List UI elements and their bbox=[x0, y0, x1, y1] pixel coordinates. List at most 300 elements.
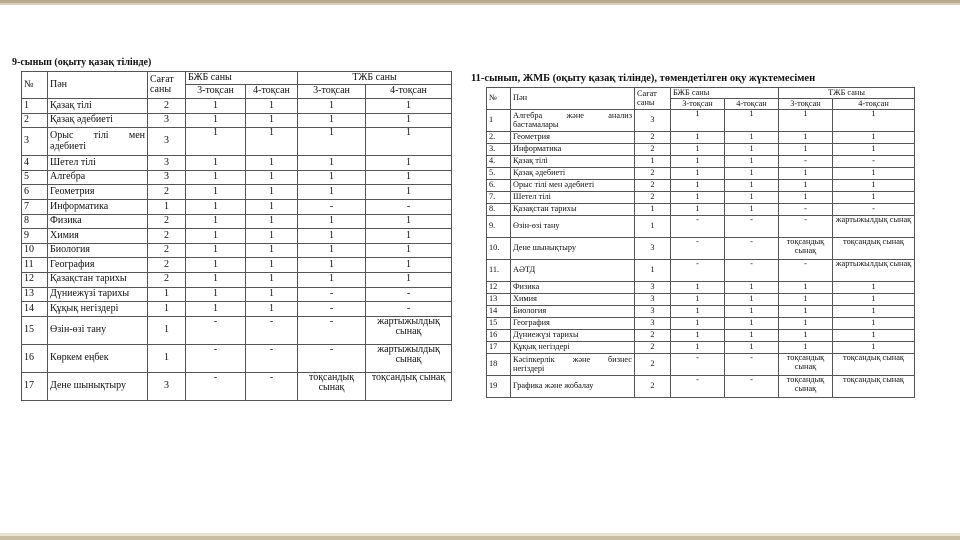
row-tjb-q3: тоқсандық сынақ bbox=[779, 376, 833, 398]
row-hours: 2 bbox=[635, 376, 671, 398]
header-q3: 3-тоқсан bbox=[671, 99, 725, 110]
row-num: 18 bbox=[487, 354, 511, 376]
row-hours: 1 bbox=[148, 287, 186, 302]
row-subject: Информатика bbox=[511, 144, 635, 156]
row-hours: 1 bbox=[635, 216, 671, 238]
row-bjb-q3: 1 bbox=[671, 168, 725, 180]
table-row bbox=[487, 132, 915, 144]
row-bjb-q4: 1 bbox=[725, 132, 779, 144]
table-row bbox=[22, 199, 452, 214]
row-tjb-q4: 1 bbox=[833, 168, 915, 180]
row-subject: Қазақстан тарихы bbox=[48, 272, 148, 287]
row-tjb-q3: - bbox=[779, 156, 833, 168]
row-subject: Информатика bbox=[48, 199, 148, 214]
header-q4b: 4-тоқсан bbox=[833, 99, 915, 110]
row-hours: 1 bbox=[635, 156, 671, 168]
row-tjb-q3: 1 bbox=[779, 144, 833, 156]
row-num: 5 bbox=[22, 170, 48, 185]
row-tjb-q3: - bbox=[779, 260, 833, 282]
row-hours: 2 bbox=[635, 180, 671, 192]
row-subject: Алгебра bbox=[48, 170, 148, 185]
row-tjb-q4: 1 bbox=[366, 156, 452, 171]
row-bjb-q4: 1 bbox=[246, 113, 298, 128]
table-row bbox=[22, 185, 452, 200]
row-tjb-q4: 1 bbox=[833, 132, 915, 144]
row-num: 15 bbox=[22, 316, 48, 344]
row-bjb-q3: 1 bbox=[671, 192, 725, 204]
row-bjb-q3: 1 bbox=[186, 199, 246, 214]
row-bjb-q3: - bbox=[671, 238, 725, 260]
table-row bbox=[22, 128, 452, 156]
row-num: 15 bbox=[487, 318, 511, 330]
row-tjb-q3: - bbox=[298, 302, 366, 317]
row-num: 12 bbox=[487, 282, 511, 294]
table-row bbox=[22, 316, 452, 344]
header-hours: Сағат саны bbox=[148, 72, 186, 99]
header-hours: Сағат саны bbox=[635, 88, 671, 110]
row-bjb-q4: 1 bbox=[725, 192, 779, 204]
row-subject: Биология bbox=[48, 243, 148, 258]
row-tjb-q3: - bbox=[298, 316, 366, 344]
row-tjb-q3: - bbox=[298, 199, 366, 214]
row-tjb-q4: - bbox=[833, 204, 915, 216]
row-bjb-q3: 1 bbox=[186, 258, 246, 273]
row-bjb-q4: 1 bbox=[246, 99, 298, 114]
row-hours: 2 bbox=[148, 99, 186, 114]
row-tjb-q3: 1 bbox=[298, 243, 366, 258]
row-subject: Орыс тілі мен әдебиеті bbox=[48, 128, 148, 156]
row-tjb-q3: 1 bbox=[298, 185, 366, 200]
row-bjb-q4: 1 bbox=[725, 294, 779, 306]
row-tjb-q3: 1 bbox=[779, 192, 833, 204]
row-tjb-q4: жартыжылдық сынақ bbox=[833, 260, 915, 282]
row-num: 9 bbox=[22, 229, 48, 244]
row-bjb-q3: 1 bbox=[186, 185, 246, 200]
row-tjb-q3: тоқсандық сынақ bbox=[779, 238, 833, 260]
row-subject: Геометрия bbox=[48, 185, 148, 200]
row-tjb-q4: 1 bbox=[366, 272, 452, 287]
row-subject: Дене шынықтыру bbox=[511, 238, 635, 260]
right-table-title: 11-сынып, ЖМБ (оқыту қазақ тілінде), төмендетілген оқу жүктемесімен bbox=[471, 73, 816, 84]
row-hours: 2 bbox=[635, 144, 671, 156]
row-hours: 2 bbox=[148, 229, 186, 244]
row-subject: Дене шынықтыру bbox=[48, 372, 148, 400]
row-bjb-q3: 1 bbox=[671, 306, 725, 318]
row-num: 3 bbox=[22, 128, 48, 156]
row-num: 7. bbox=[487, 192, 511, 204]
row-tjb-q4: 1 bbox=[366, 243, 452, 258]
header-num: № bbox=[22, 72, 48, 99]
row-tjb-q4: 1 bbox=[833, 294, 915, 306]
row-bjb-q4: - bbox=[246, 344, 298, 372]
row-subject: Физика bbox=[511, 282, 635, 294]
row-tjb-q3: тоқсандық сынақ bbox=[298, 372, 366, 400]
row-tjb-q3: 1 bbox=[298, 128, 366, 156]
row-tjb-q4: тоқсандық сынақ bbox=[833, 376, 915, 398]
row-subject: География bbox=[48, 258, 148, 273]
row-bjb-q3: 1 bbox=[671, 144, 725, 156]
table-row bbox=[22, 170, 452, 185]
row-num: 16 bbox=[22, 344, 48, 372]
row-bjb-q4: 1 bbox=[246, 229, 298, 244]
row-tjb-q4: 1 bbox=[366, 113, 452, 128]
row-num: 19 bbox=[487, 376, 511, 398]
table-row bbox=[487, 260, 915, 282]
row-tjb-q4: 1 bbox=[833, 144, 915, 156]
row-subject: Кәсіпкерлік және бизнес негіздері bbox=[511, 354, 635, 376]
row-bjb-q3: 1 bbox=[671, 330, 725, 342]
row-tjb-q4: - bbox=[366, 302, 452, 317]
row-tjb-q3: - bbox=[779, 216, 833, 238]
row-subject: Өзін-өзі тану bbox=[48, 316, 148, 344]
header-bjb: БЖБ саны bbox=[186, 72, 298, 85]
row-bjb-q4: 1 bbox=[725, 318, 779, 330]
row-hours: 1 bbox=[148, 199, 186, 214]
row-num: 16 bbox=[487, 330, 511, 342]
row-bjb-q3: 1 bbox=[186, 302, 246, 317]
row-bjb-q3: - bbox=[671, 376, 725, 398]
row-hours: 3 bbox=[148, 113, 186, 128]
row-tjb-q3: 1 bbox=[298, 113, 366, 128]
row-tjb-q3: 1 bbox=[779, 318, 833, 330]
row-bjb-q4: 1 bbox=[725, 110, 779, 132]
row-bjb-q4: - bbox=[725, 238, 779, 260]
table-row bbox=[22, 229, 452, 244]
row-bjb-q3: 1 bbox=[186, 272, 246, 287]
row-subject: Қазақ әдебиеті bbox=[48, 113, 148, 128]
table-row bbox=[22, 243, 452, 258]
row-subject: Химия bbox=[511, 294, 635, 306]
row-tjb-q3: 1 bbox=[298, 258, 366, 273]
row-num: 5. bbox=[487, 168, 511, 180]
row-bjb-q3: 1 bbox=[671, 318, 725, 330]
header-tjb: ТЖБ саны bbox=[779, 88, 915, 99]
row-hours: 2 bbox=[635, 354, 671, 376]
row-tjb-q3: 1 bbox=[779, 180, 833, 192]
row-hours: 3 bbox=[635, 110, 671, 132]
row-tjb-q4: 1 bbox=[833, 110, 915, 132]
row-bjb-q3: 1 bbox=[186, 214, 246, 229]
row-tjb-q3: 1 bbox=[779, 132, 833, 144]
row-hours: 2 bbox=[635, 132, 671, 144]
row-num: 9. bbox=[487, 216, 511, 238]
row-bjb-q4: 1 bbox=[725, 342, 779, 354]
row-num: 13 bbox=[487, 294, 511, 306]
row-bjb-q3: 1 bbox=[671, 294, 725, 306]
header-q3b: 3-тоқсан bbox=[298, 85, 366, 99]
row-subject: Қазақстан тарихы bbox=[511, 204, 635, 216]
row-bjb-q4: 1 bbox=[246, 214, 298, 229]
row-hours: 1 bbox=[635, 204, 671, 216]
row-tjb-q3: - bbox=[298, 287, 366, 302]
row-tjb-q4: 1 bbox=[833, 342, 915, 354]
row-bjb-q4: 1 bbox=[246, 258, 298, 273]
row-bjb-q4: - bbox=[725, 260, 779, 282]
row-subject: Қазақ тілі bbox=[48, 99, 148, 114]
table-row bbox=[22, 287, 452, 302]
header-q4: 4-тоқсан bbox=[246, 85, 298, 99]
row-bjb-q3: 1 bbox=[671, 342, 725, 354]
row-num: 2. bbox=[487, 132, 511, 144]
row-bjb-q3: 1 bbox=[671, 282, 725, 294]
row-bjb-q3: 1 bbox=[671, 132, 725, 144]
row-bjb-q3: 1 bbox=[186, 287, 246, 302]
row-bjb-q4: - bbox=[246, 316, 298, 344]
row-subject: Көркем еңбек bbox=[48, 344, 148, 372]
row-bjb-q4: 1 bbox=[246, 243, 298, 258]
row-tjb-q4: 1 bbox=[833, 180, 915, 192]
row-bjb-q3: 1 bbox=[186, 243, 246, 258]
row-bjb-q4: - bbox=[725, 216, 779, 238]
row-subject: Орыс тілі мен әдебиеті bbox=[511, 180, 635, 192]
row-num: 4 bbox=[22, 156, 48, 171]
row-num: 8. bbox=[487, 204, 511, 216]
row-tjb-q4: тоқсандық сынақ bbox=[833, 354, 915, 376]
table-row bbox=[487, 110, 915, 132]
row-bjb-q3: 1 bbox=[186, 170, 246, 185]
row-tjb-q4: 1 bbox=[833, 192, 915, 204]
row-subject: Алгебра және анализ бастамалары bbox=[511, 110, 635, 132]
grade9-table bbox=[21, 71, 452, 401]
row-hours: 2 bbox=[148, 272, 186, 287]
row-hours: 2 bbox=[148, 185, 186, 200]
row-num: 7 bbox=[22, 199, 48, 214]
row-tjb-q3: 1 bbox=[779, 342, 833, 354]
row-hours: 2 bbox=[635, 342, 671, 354]
table-row bbox=[487, 216, 915, 238]
row-tjb-q4: тоқсандық сынақ bbox=[833, 238, 915, 260]
table-row bbox=[487, 144, 915, 156]
row-num: 6. bbox=[487, 180, 511, 192]
row-tjb-q4: - bbox=[366, 199, 452, 214]
table-row bbox=[22, 272, 452, 287]
row-tjb-q3: 1 bbox=[779, 168, 833, 180]
table-row bbox=[487, 168, 915, 180]
row-num: 11 bbox=[22, 258, 48, 273]
row-hours: 1 bbox=[148, 316, 186, 344]
row-tjb-q4: 1 bbox=[366, 214, 452, 229]
row-num: 17 bbox=[22, 372, 48, 400]
row-bjb-q4: 1 bbox=[725, 144, 779, 156]
row-subject: Өзін-өзі тану bbox=[511, 216, 635, 238]
row-bjb-q4: 1 bbox=[725, 168, 779, 180]
row-bjb-q3: 1 bbox=[186, 156, 246, 171]
row-tjb-q4: тоқсандық сынақ bbox=[366, 372, 452, 400]
row-subject: Шетел тілі bbox=[48, 156, 148, 171]
row-bjb-q3: 1 bbox=[671, 110, 725, 132]
row-bjb-q3: 1 bbox=[186, 229, 246, 244]
row-bjb-q4: 1 bbox=[725, 204, 779, 216]
row-bjb-q3: 1 bbox=[671, 156, 725, 168]
table-row bbox=[487, 192, 915, 204]
table-row bbox=[487, 376, 915, 398]
row-subject: Дүниежүзі тарихы bbox=[511, 330, 635, 342]
row-num: 10. bbox=[487, 238, 511, 260]
row-subject: Қазақ тілі bbox=[511, 156, 635, 168]
row-tjb-q3: 1 bbox=[298, 99, 366, 114]
row-num: 1 bbox=[487, 110, 511, 132]
row-subject: Дүниежүзі тарихы bbox=[48, 287, 148, 302]
table-row bbox=[487, 318, 915, 330]
row-bjb-q4: 1 bbox=[246, 199, 298, 214]
row-bjb-q4: 1 bbox=[246, 128, 298, 156]
row-num: 6 bbox=[22, 185, 48, 200]
row-subject: Физика bbox=[48, 214, 148, 229]
row-hours: 1 bbox=[148, 302, 186, 317]
row-hours: 3 bbox=[635, 238, 671, 260]
row-hours: 1 bbox=[148, 344, 186, 372]
row-bjb-q4: 1 bbox=[246, 272, 298, 287]
row-hours: 3 bbox=[635, 318, 671, 330]
row-num: 14 bbox=[22, 302, 48, 317]
row-hours: 2 bbox=[148, 214, 186, 229]
row-bjb-q3: - bbox=[186, 344, 246, 372]
row-bjb-q3: - bbox=[186, 316, 246, 344]
row-bjb-q3: - bbox=[671, 354, 725, 376]
row-hours: 2 bbox=[635, 168, 671, 180]
row-bjb-q4: 1 bbox=[725, 330, 779, 342]
bottom-decor-stripe bbox=[0, 528, 960, 540]
row-tjb-q3: 1 bbox=[298, 170, 366, 185]
row-num: 4. bbox=[487, 156, 511, 168]
row-subject: География bbox=[511, 318, 635, 330]
row-tjb-q4: 1 bbox=[833, 318, 915, 330]
row-bjb-q4: 1 bbox=[725, 180, 779, 192]
grade11-table bbox=[486, 87, 915, 398]
row-tjb-q3: 1 bbox=[779, 282, 833, 294]
header-num: № bbox=[487, 88, 511, 110]
row-tjb-q3: 1 bbox=[779, 110, 833, 132]
row-bjb-q4: 1 bbox=[246, 170, 298, 185]
row-hours: 3 bbox=[635, 306, 671, 318]
row-bjb-q4: - bbox=[246, 372, 298, 400]
row-bjb-q4: 1 bbox=[246, 156, 298, 171]
row-subject: Құқық негіздері bbox=[511, 342, 635, 354]
row-tjb-q4: 1 bbox=[833, 306, 915, 318]
row-tjb-q4: 1 bbox=[366, 258, 452, 273]
row-tjb-q4: 1 bbox=[366, 229, 452, 244]
row-subject: АӘТД bbox=[511, 260, 635, 282]
row-num: 8 bbox=[22, 214, 48, 229]
row-bjb-q3: - bbox=[671, 216, 725, 238]
row-bjb-q4: 1 bbox=[246, 302, 298, 317]
table-row bbox=[22, 258, 452, 273]
row-bjb-q3: 1 bbox=[186, 113, 246, 128]
row-tjb-q3: 1 bbox=[779, 294, 833, 306]
header-subject: Пән bbox=[48, 72, 148, 99]
left-table-title: 9-сынып (оқыту қазақ тілінде) bbox=[12, 57, 152, 68]
row-bjb-q4: 1 bbox=[725, 282, 779, 294]
row-num: 11. bbox=[487, 260, 511, 282]
row-bjb-q3: 1 bbox=[671, 180, 725, 192]
row-tjb-q3: - bbox=[298, 344, 366, 372]
row-tjb-q4: 1 bbox=[366, 170, 452, 185]
header-q3b: 3-тоқсан bbox=[779, 99, 833, 110]
row-tjb-q4: 1 bbox=[833, 282, 915, 294]
row-bjb-q4: 1 bbox=[246, 287, 298, 302]
row-tjb-q4: жартыжылдық сынақ bbox=[366, 344, 452, 372]
top-decor-stripe bbox=[0, 0, 960, 10]
row-bjb-q4: 1 bbox=[725, 306, 779, 318]
table-row bbox=[487, 294, 915, 306]
table-row bbox=[22, 214, 452, 229]
row-hours: 2 bbox=[635, 192, 671, 204]
row-hours: 3 bbox=[148, 372, 186, 400]
row-tjb-q3: - bbox=[779, 204, 833, 216]
table-row bbox=[487, 238, 915, 260]
row-tjb-q4: - bbox=[366, 287, 452, 302]
table-row bbox=[487, 306, 915, 318]
row-num: 2 bbox=[22, 113, 48, 128]
table-row bbox=[487, 354, 915, 376]
row-bjb-q3: - bbox=[186, 372, 246, 400]
row-subject: Шетел тілі bbox=[511, 192, 635, 204]
table-row bbox=[22, 372, 452, 400]
header-q4b: 4-тоқсан bbox=[366, 85, 452, 99]
header-bjb: БЖБ саны bbox=[671, 88, 779, 99]
table-row bbox=[22, 302, 452, 317]
table-row bbox=[487, 342, 915, 354]
table-row bbox=[22, 156, 452, 171]
row-hours: 3 bbox=[148, 156, 186, 171]
row-num: 3. bbox=[487, 144, 511, 156]
table-row bbox=[487, 204, 915, 216]
row-subject: Геометрия bbox=[511, 132, 635, 144]
row-tjb-q3: 1 bbox=[298, 272, 366, 287]
row-hours: 2 bbox=[635, 330, 671, 342]
row-tjb-q3: 1 bbox=[779, 330, 833, 342]
row-bjb-q4: 1 bbox=[246, 185, 298, 200]
row-subject: Құқық негіздері bbox=[48, 302, 148, 317]
row-subject: Қазақ әдебиеті bbox=[511, 168, 635, 180]
row-subject: Биология bbox=[511, 306, 635, 318]
header-tjb: ТЖБ саны bbox=[298, 72, 452, 85]
row-tjb-q4: - bbox=[833, 156, 915, 168]
table-row bbox=[487, 180, 915, 192]
row-tjb-q4: 1 bbox=[833, 330, 915, 342]
row-bjb-q4: - bbox=[725, 354, 779, 376]
row-num: 17 bbox=[487, 342, 511, 354]
row-tjb-q3: 1 bbox=[298, 229, 366, 244]
header-q3: 3-тоқсан bbox=[186, 85, 246, 99]
row-bjb-q3: 1 bbox=[671, 204, 725, 216]
table-row bbox=[22, 99, 452, 114]
table-row bbox=[22, 344, 452, 372]
row-hours: 3 bbox=[148, 170, 186, 185]
row-hours: 2 bbox=[148, 243, 186, 258]
row-bjb-q4: - bbox=[725, 376, 779, 398]
row-tjb-q3: 1 bbox=[298, 214, 366, 229]
row-hours: 3 bbox=[148, 128, 186, 156]
row-num: 10 bbox=[22, 243, 48, 258]
row-bjb-q3: - bbox=[671, 260, 725, 282]
header-q4: 4-тоқсан bbox=[725, 99, 779, 110]
table-row bbox=[487, 156, 915, 168]
row-tjb-q4: жартыжылдық сынақ bbox=[833, 216, 915, 238]
row-bjb-q3: 1 bbox=[186, 99, 246, 114]
row-subject: Графика және жобалау bbox=[511, 376, 635, 398]
row-bjb-q4: 1 bbox=[725, 156, 779, 168]
row-num: 14 bbox=[487, 306, 511, 318]
row-tjb-q3: тоқсандық сынақ bbox=[779, 354, 833, 376]
table-row bbox=[487, 282, 915, 294]
row-num: 1 bbox=[22, 99, 48, 114]
row-hours: 2 bbox=[148, 258, 186, 273]
row-tjb-q3: 1 bbox=[779, 306, 833, 318]
table-row bbox=[22, 113, 452, 128]
row-tjb-q4: 1 bbox=[366, 99, 452, 114]
row-tjb-q4: 1 bbox=[366, 185, 452, 200]
